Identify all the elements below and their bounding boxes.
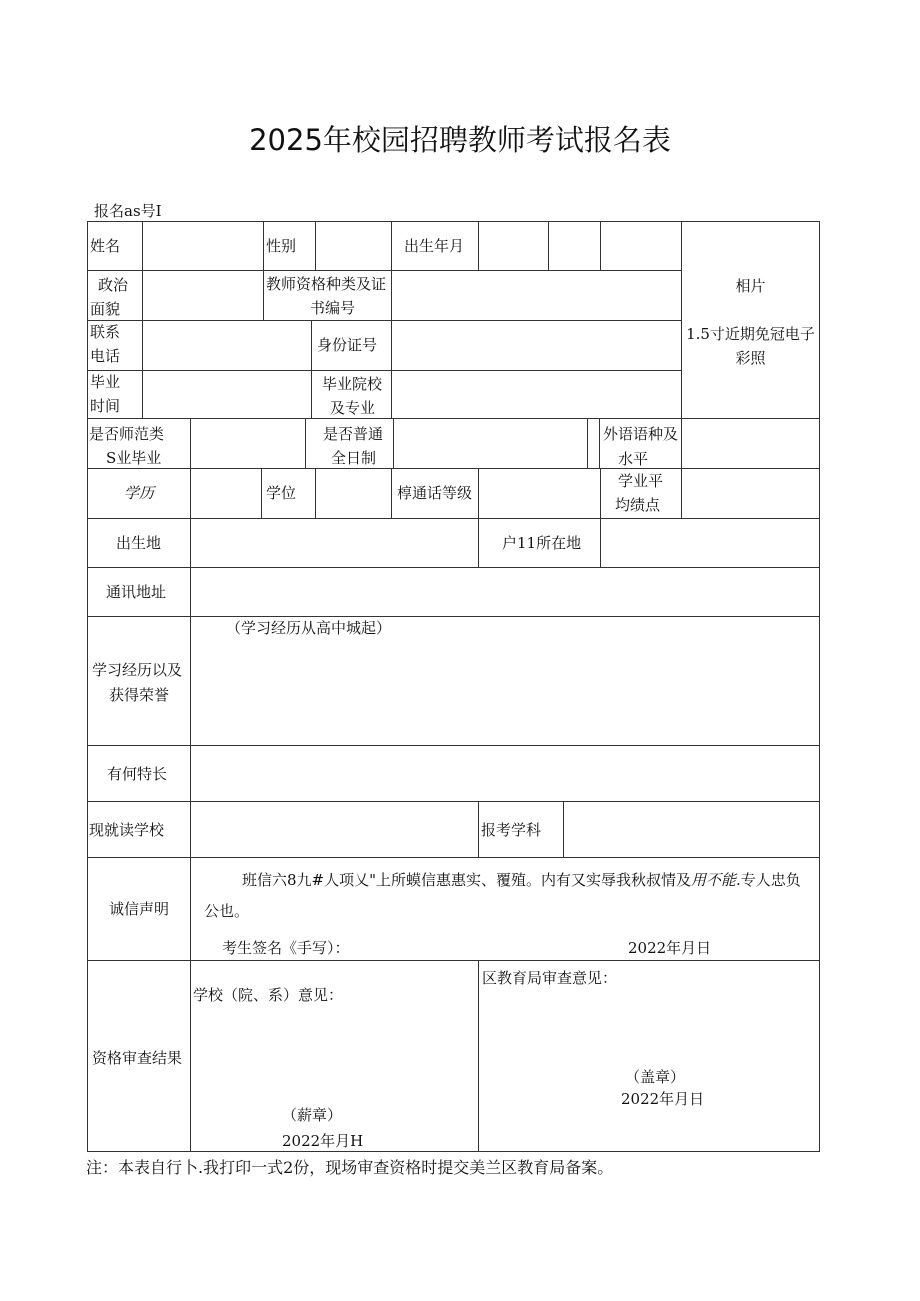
- address-label: 通讯地址: [106, 583, 167, 601]
- bureau-opinion-label: 区教育局审查意见：: [482, 969, 618, 987]
- political-status-label: 政治: [98, 276, 129, 294]
- subject-label: 报考学科: [481, 821, 542, 839]
- footnote: 注：本表自行卜.我打印一式2份，现场审查资格时提交美兰区教育局备案。: [86, 1158, 614, 1177]
- gender-label: 性别: [266, 237, 297, 255]
- integrity-statement-part1: 班信六8九#人项乂"上所蟆信惠惠实、覆殖。内有又实辱我秋叔情及: [242, 871, 692, 889]
- study-history-label-2: 获得荣誉: [109, 686, 170, 704]
- bureau-date: 2022年月日: [621, 1090, 705, 1108]
- photo-description-2: 彩照: [735, 349, 766, 367]
- graduation-school-label-2: 及专业: [330, 399, 376, 417]
- political-status-label-2: 面貌: [90, 300, 121, 318]
- school-date: 2022年月H: [282, 1132, 364, 1150]
- integrity-statement-2: 公也。: [204, 902, 250, 920]
- study-history-label: 学习经历以及: [92, 661, 183, 679]
- foreign-language-label: 外语语种及: [603, 425, 679, 443]
- photo-description: 1.5寸近期免冠电子: [686, 325, 815, 343]
- current-school-label: 现就读学校: [89, 821, 165, 839]
- graduation-time-label-2: 时间: [90, 397, 121, 415]
- signature-date: 2022年月日: [628, 939, 712, 957]
- integrity-label: 诚信声明: [109, 900, 170, 918]
- photo-title: 相片: [735, 277, 766, 295]
- integrity-statement-part2: 专人忠负: [740, 871, 801, 889]
- birth-date-label: 出生年月: [404, 237, 465, 255]
- graduation-school-label: 毕业院校: [322, 375, 383, 393]
- bureau-seal: （盖章）: [625, 1068, 686, 1086]
- integrity-statement: [242, 868, 801, 892]
- phone-label: 联系: [90, 323, 121, 341]
- school-opinion-label: 学校（院、系）意见：: [193, 986, 344, 1004]
- birthplace-label: 出生地: [116, 534, 162, 552]
- hukou-label: 户11所在地: [502, 534, 582, 552]
- full-time-label-2: 全日制: [331, 449, 377, 467]
- registration-number-label: 报名as号I: [94, 202, 162, 220]
- normal-major-label: 是否师范类: [89, 425, 165, 443]
- id-card-label: 身份证号: [317, 336, 378, 354]
- full-time-label: 是否普通: [323, 425, 384, 443]
- review-result-label: 资格审查结果: [92, 1049, 183, 1067]
- phone-label-2: 电话: [90, 347, 121, 365]
- mandarin-level-label: 椁通话等级: [397, 484, 473, 502]
- gpa-label-2: 均绩点: [615, 496, 661, 514]
- specialty-label: 有何特长: [107, 765, 168, 783]
- school-seal: （薪章）: [282, 1106, 343, 1124]
- name-label: 姓名: [90, 237, 121, 255]
- education-label: 学历: [124, 484, 155, 502]
- teacher-cert-label-2: 书编号: [310, 299, 356, 317]
- degree-label: 学位: [266, 484, 297, 502]
- study-history-hint: （学习经历从高中城起）: [226, 619, 392, 637]
- normal-major-label-2: S业毕业: [106, 449, 162, 467]
- integrity-statement-italic: 用不能.: [691, 871, 741, 889]
- gpa-label: 学业平: [618, 472, 664, 490]
- graduation-time-label: 毕业: [90, 373, 121, 391]
- page-title: 2025年校园招聘教师考试报名表: [249, 123, 671, 157]
- signature-label: 考生签名《手写）：: [222, 939, 350, 957]
- foreign-language-label-2: 水平: [618, 450, 649, 468]
- teacher-cert-label: 教师资格种类及证: [266, 275, 387, 293]
